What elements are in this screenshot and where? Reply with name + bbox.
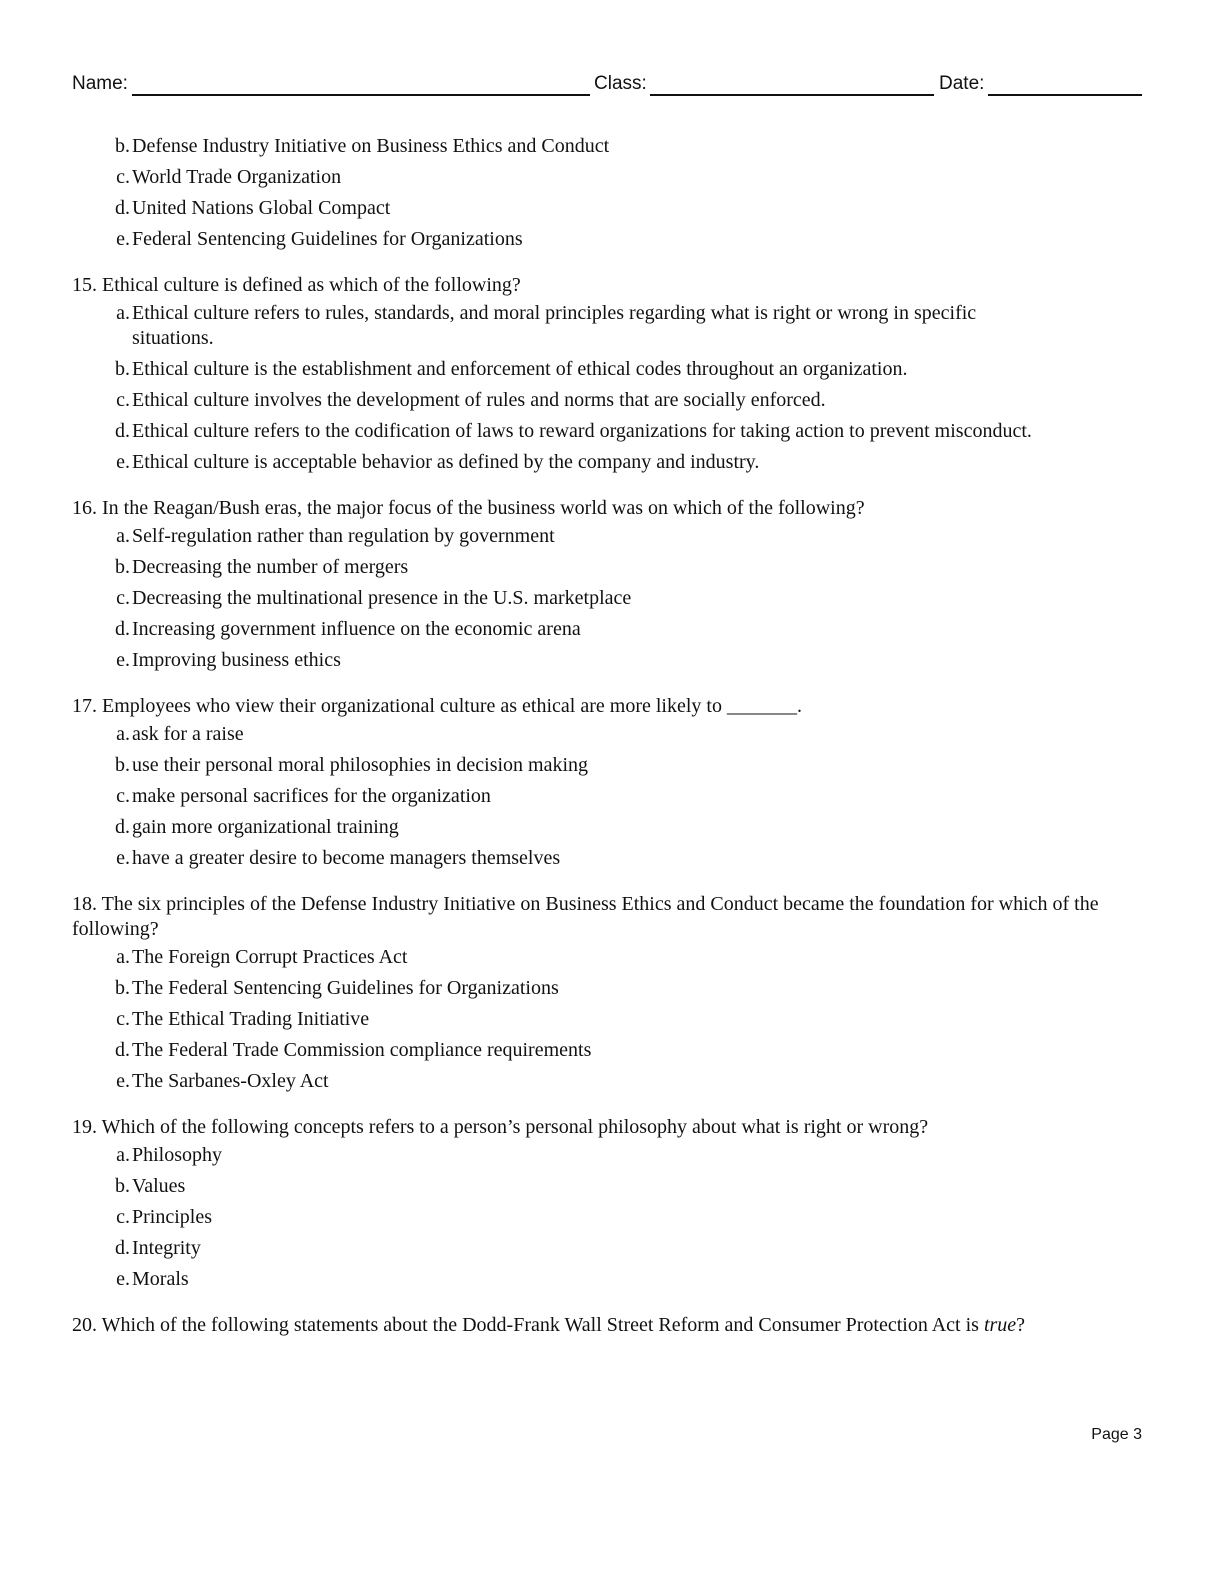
option-letter: c.	[116, 1008, 130, 1030]
option-letter: b.	[115, 135, 130, 157]
option-letter: e.	[116, 451, 130, 473]
option-text: Increasing government influence on the economic arena	[132, 618, 581, 640]
option	[72, 945, 1142, 970]
question-15	[72, 273, 1142, 475]
option-text: Ethical culture refers to rules, standards, and moral principles regarding what is right or wrong in specific situations.	[132, 302, 977, 349]
question-list	[72, 134, 1142, 1359]
option-text: Federal Sentencing Guidelines for Organizations	[132, 228, 523, 250]
option-letter: d.	[115, 1039, 130, 1061]
option-letter: a.	[116, 1144, 130, 1166]
continued-options	[72, 134, 1142, 252]
question-19	[72, 1115, 1142, 1292]
option	[72, 165, 1142, 190]
option	[72, 134, 1142, 159]
option-text: The Federal Trade Commission compliance requirements	[132, 1039, 592, 1061]
option	[72, 419, 1142, 444]
option	[72, 648, 1142, 673]
option-text: make personal sacrifices for the organization	[132, 785, 491, 807]
option-text: The Sarbanes-Oxley Act	[132, 1070, 329, 1092]
option-letter: b.	[115, 358, 130, 380]
option	[72, 1205, 1142, 1230]
option-letter: c.	[116, 389, 130, 411]
option-text: Ethical culture is the establishment and enforcement of ethical codes throughout an organization.	[132, 358, 908, 380]
option-text: Improving business ethics	[132, 649, 341, 671]
option-letter: c.	[116, 785, 130, 807]
option-text: Defense Industry Initiative on Business Ethics and Conduct	[132, 135, 610, 157]
option	[72, 196, 1142, 221]
option-text: ask for a raise	[132, 723, 244, 745]
option-text: Philosophy	[132, 1144, 223, 1166]
option-letter: e.	[116, 649, 130, 671]
option	[72, 1143, 1142, 1168]
page-number: Page 3	[1091, 1426, 1142, 1443]
option	[72, 555, 1142, 580]
option-letter: e.	[116, 1070, 130, 1092]
option	[72, 301, 1142, 351]
option	[72, 1174, 1142, 1199]
option	[72, 1069, 1142, 1094]
option-text: Ethical culture involves the development of rules and norms that are socially enforced.	[132, 389, 826, 411]
option-letter: a.	[116, 723, 130, 745]
option-letter: a.	[116, 525, 130, 547]
question-stem: 15. Ethical culture is defined as which of the following?	[72, 274, 521, 296]
option	[72, 722, 1142, 747]
question-stem: 17. Employees who view their organizational culture as ethical are more likely to _______.	[72, 695, 802, 717]
name-label: Name:	[72, 73, 128, 94]
option-letter: d.	[115, 197, 130, 219]
option	[72, 357, 1142, 382]
option-text: Principles	[132, 1206, 212, 1228]
option-letter: a.	[116, 946, 130, 968]
option-text: The Ethical Trading Initiative	[132, 1008, 370, 1030]
option	[72, 617, 1142, 642]
option-text: Morals	[132, 1268, 189, 1290]
question-16	[72, 496, 1142, 673]
question-18	[72, 892, 1142, 1094]
option-text: Values	[132, 1175, 186, 1197]
option-letter: a.	[116, 302, 130, 324]
option-letter: c.	[116, 166, 130, 188]
option-text: gain more organizational training	[132, 816, 399, 838]
option-letter: b.	[115, 1175, 130, 1197]
option-text: Ethical culture is acceptable behavior as defined by the company and industry.	[132, 451, 760, 473]
option-text: The Federal Sentencing Guidelines for Organizations	[132, 977, 559, 999]
option-letter: d.	[115, 816, 130, 838]
worksheet-header	[72, 72, 1142, 98]
option	[72, 1007, 1142, 1032]
option-letter: e.	[116, 847, 130, 869]
option-text: Decreasing the multinational presence in the U.S. marketplace	[132, 587, 632, 609]
option	[72, 815, 1142, 840]
option	[72, 1236, 1142, 1261]
date-line	[988, 94, 1142, 96]
option-letter: d.	[115, 420, 130, 442]
option	[72, 753, 1142, 778]
question-stem: 19. Which of the following concepts refers to a person’s personal philosophy about what is right or wrong?	[72, 1116, 929, 1138]
option-text: have a greater desire to become managers themselves	[132, 847, 561, 869]
option-letter: c.	[116, 1206, 130, 1228]
question-stem-start: 20. Which of the following statements about the Dodd-Frank Wall Street Reform and Consumer Protection Act is	[72, 1314, 984, 1336]
option	[72, 1038, 1142, 1063]
question-stem-end: ?	[1016, 1314, 1026, 1336]
option	[72, 450, 1142, 475]
option	[72, 784, 1142, 809]
question-stem-emphasis: true	[983, 1314, 1017, 1336]
question-17	[72, 694, 1142, 871]
question-20	[72, 1313, 1142, 1338]
option	[72, 227, 1142, 252]
option-letter: d.	[115, 1237, 130, 1259]
question-stem: 16. In the Reagan/Bush eras, the major focus of the business world was on which of the following?	[72, 497, 865, 519]
option	[72, 846, 1142, 871]
date-label: Date:	[939, 73, 985, 94]
option-text: Decreasing the number of mergers	[132, 556, 409, 578]
option-text: Ethical culture refers to the codification of laws to reward organizations for taking action to prevent misconduct.	[132, 420, 1032, 442]
option-letter: e.	[116, 1268, 130, 1290]
option-text: The Foreign Corrupt Practices Act	[132, 946, 408, 968]
option-text: use their personal moral philosophies in decision making	[132, 754, 589, 776]
option-letter: b.	[115, 556, 130, 578]
class-label: Class:	[594, 73, 647, 94]
class-line	[650, 94, 934, 96]
option	[72, 586, 1142, 611]
option	[72, 524, 1142, 549]
option-text: World Trade Organization	[132, 166, 342, 188]
option	[72, 1267, 1142, 1292]
option-letter: b.	[115, 977, 130, 999]
name-line	[132, 94, 590, 96]
question-stem	[72, 1313, 1142, 1338]
option-letter: d.	[115, 618, 130, 640]
option-letter: c.	[116, 587, 130, 609]
question-stem: 18. The six principles of the Defense Industry Initiative on Business Ethics and Conduct became the foundation for which of the following?	[72, 893, 1099, 940]
option-text: Self-regulation rather than regulation by government	[132, 525, 555, 547]
option-letter: e.	[116, 228, 130, 250]
option	[72, 976, 1142, 1001]
option-letter: b.	[115, 754, 130, 776]
option-text: Integrity	[132, 1237, 201, 1259]
option	[72, 388, 1142, 413]
option-text: United Nations Global Compact	[132, 197, 391, 219]
